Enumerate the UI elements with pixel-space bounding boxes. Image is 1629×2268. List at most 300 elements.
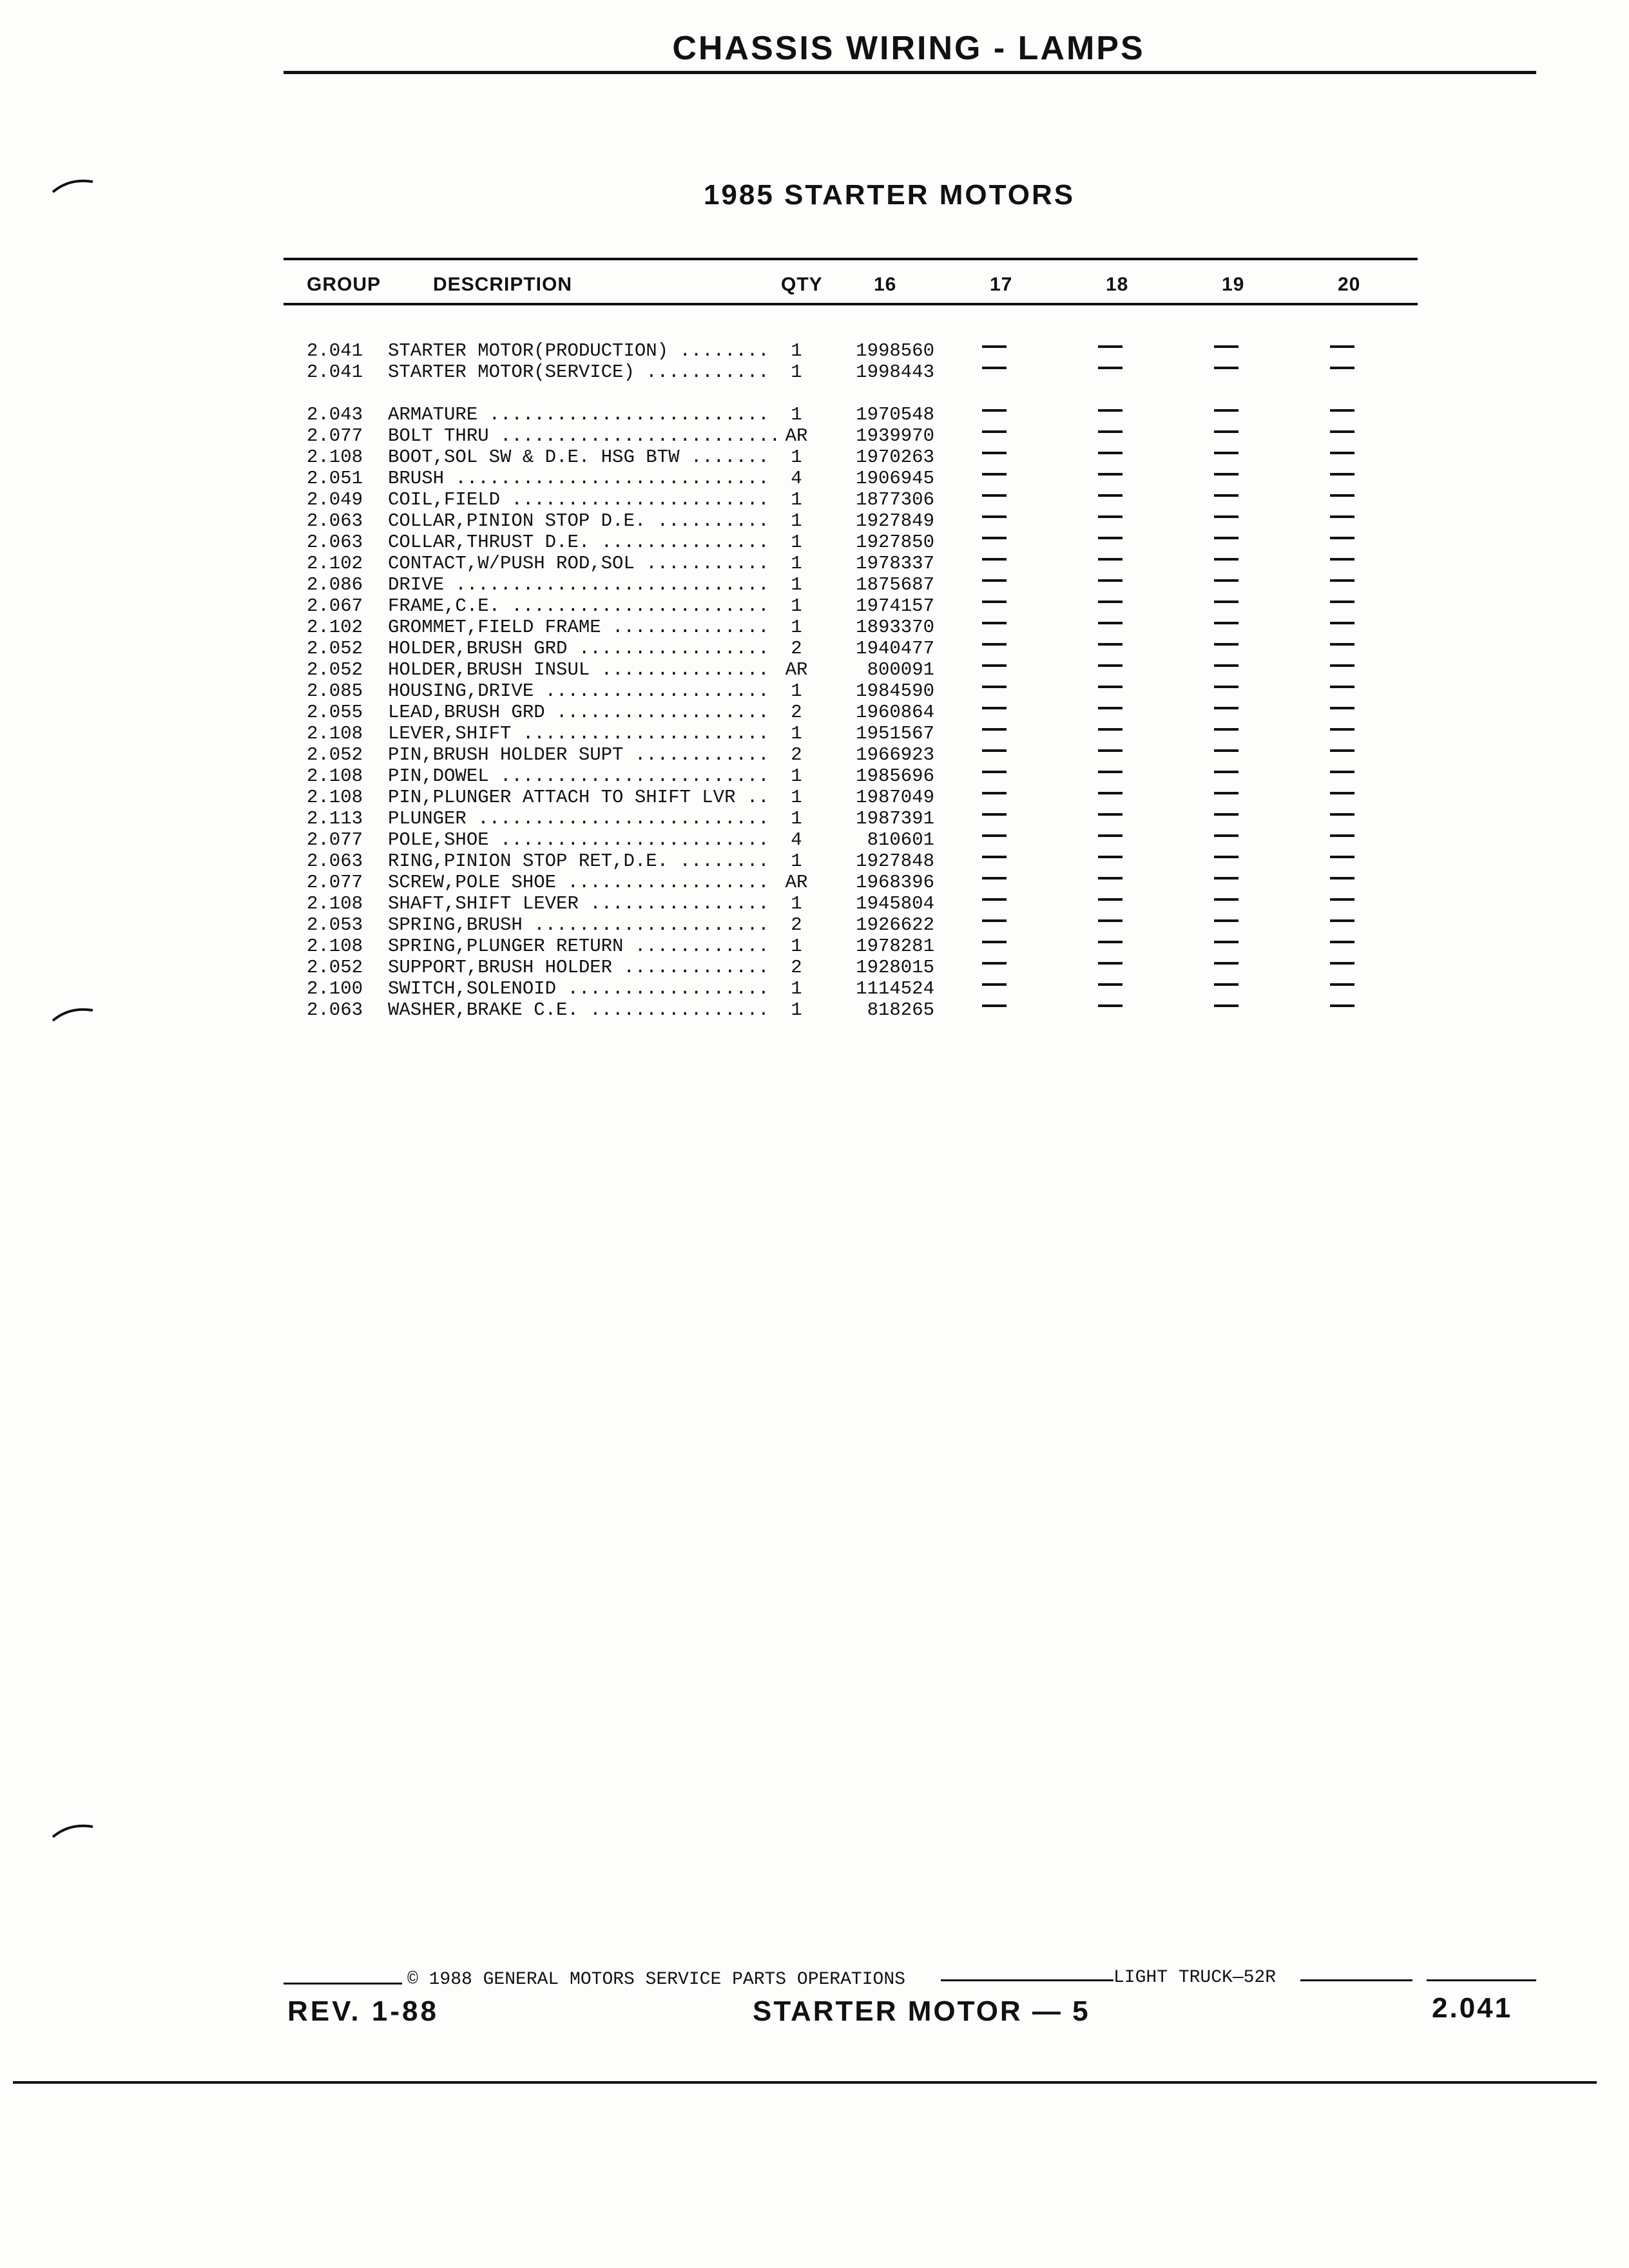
section-title: 1985 STARTER MOTORS <box>703 179 1075 211</box>
cell-part-number: 1968396 <box>856 872 934 893</box>
cell-not-applicable-dash <box>982 702 1007 709</box>
dash-mark <box>982 686 1007 688</box>
dash-mark <box>1098 749 1123 752</box>
dash-mark <box>1098 430 1123 433</box>
cell-not-applicable-dash <box>1214 723 1239 731</box>
dash-mark <box>982 409 1007 412</box>
dash-mark <box>982 749 1007 752</box>
cell-not-applicable-dash <box>1098 808 1123 816</box>
dash-mark <box>1214 749 1239 752</box>
cell-group: 2.063 <box>307 510 363 532</box>
dash-mark <box>1098 345 1123 348</box>
cell-group: 2.102 <box>307 617 363 638</box>
dash-mark <box>1214 430 1239 433</box>
cell-not-applicable-dash <box>1098 872 1123 879</box>
table-row <box>0 723 1629 744</box>
dash-mark <box>982 558 1007 561</box>
table-row <box>0 850 1629 872</box>
dash-mark <box>982 983 1007 986</box>
cell-not-applicable-dash <box>982 723 1007 731</box>
cell-not-applicable-dash <box>1098 680 1123 688</box>
cell-group: 2.108 <box>307 447 363 468</box>
cell-not-applicable-dash <box>1330 532 1354 539</box>
dash-mark <box>1098 601 1123 603</box>
cell-description: CONTACT,W/PUSH ROD,SOL ........... <box>388 553 769 574</box>
dash-mark <box>1098 707 1123 709</box>
cell-not-applicable-dash <box>1214 936 1239 943</box>
footer-product: LIGHT TRUCK—52R <box>1113 1968 1277 1988</box>
table-row <box>0 404 1629 425</box>
table-row <box>0 936 1629 957</box>
cell-not-applicable-dash <box>1098 893 1123 901</box>
cell-not-applicable-dash <box>1330 617 1354 624</box>
cell-not-applicable-dash <box>1098 936 1123 943</box>
dash-mark <box>1330 771 1354 773</box>
cell-description: BRUSH ............................ <box>388 468 769 489</box>
cell-description: COLLAR,PINION STOP D.E. .......... <box>388 510 769 532</box>
table-row <box>0 532 1629 553</box>
cell-not-applicable-dash <box>1330 850 1354 858</box>
dash-mark <box>1214 452 1239 454</box>
cell-group: 2.051 <box>307 468 363 489</box>
dash-mark <box>1098 771 1123 773</box>
cell-qty: AR <box>785 659 808 680</box>
cell-group: 2.086 <box>307 574 363 595</box>
dash-mark <box>1098 877 1123 879</box>
dash-mark <box>1098 983 1123 986</box>
cell-not-applicable-dash <box>982 638 1007 646</box>
cell-description: SWITCH,SOLENOID .................. <box>388 978 769 999</box>
cell-not-applicable-dash <box>1214 510 1239 518</box>
cell-part-number: 1960864 <box>856 702 934 723</box>
dash-mark <box>982 877 1007 879</box>
cell-not-applicable-dash <box>1330 361 1354 369</box>
cell-not-applicable-dash <box>1098 425 1123 433</box>
dash-mark <box>982 919 1007 922</box>
cell-description: FRAME,C.E. ....................... <box>388 595 769 617</box>
dash-mark <box>1098 686 1123 688</box>
cell-not-applicable-dash <box>1330 425 1354 433</box>
cell-not-applicable-dash <box>1214 595 1239 603</box>
cell-not-applicable-dash <box>1330 744 1354 752</box>
dash-mark <box>1214 707 1239 709</box>
cell-not-applicable-dash <box>982 553 1007 561</box>
cell-part-number: 1987049 <box>856 787 934 808</box>
cell-not-applicable-dash <box>1214 425 1239 433</box>
cell-description: WASHER,BRAKE C.E. ................ <box>388 999 769 1021</box>
cell-part-number: 1978337 <box>856 553 934 574</box>
cell-description: GROMMET,FIELD FRAME .............. <box>388 617 769 638</box>
table-row <box>0 744 1629 765</box>
dash-mark <box>1098 834 1123 837</box>
dash-mark <box>1330 622 1354 624</box>
cell-not-applicable-dash <box>982 680 1007 688</box>
cell-description: HOUSING,DRIVE .................... <box>388 680 769 702</box>
cell-not-applicable-dash <box>1330 978 1354 986</box>
dash-mark <box>982 771 1007 773</box>
dash-mark <box>1098 728 1123 731</box>
table-row <box>0 978 1629 999</box>
cell-not-applicable-dash <box>982 489 1007 497</box>
cell-description: PIN,BRUSH HOLDER SUPT ............ <box>388 744 769 765</box>
dash-mark <box>1214 813 1239 816</box>
cell-not-applicable-dash <box>1330 829 1354 837</box>
cell-not-applicable-dash <box>982 872 1007 879</box>
cell-not-applicable-dash <box>1330 914 1354 922</box>
cell-not-applicable-dash <box>1330 893 1354 901</box>
cell-qty: 1 <box>791 680 802 702</box>
cell-group: 2.041 <box>307 340 363 361</box>
dash-mark <box>1214 409 1239 412</box>
cell-not-applicable-dash <box>1330 787 1354 794</box>
cell-part-number: 1985696 <box>856 765 934 787</box>
cell-qty: 1 <box>791 361 802 383</box>
cell-description: SCREW,POLE SHOE .................. <box>388 872 769 893</box>
cell-not-applicable-dash <box>1330 999 1354 1007</box>
cell-part-number: 1951567 <box>856 723 934 744</box>
cell-not-applicable-dash <box>1214 553 1239 561</box>
cell-part-number: 1906945 <box>856 468 934 489</box>
cell-group: 2.053 <box>307 914 363 936</box>
cell-group: 2.063 <box>307 532 363 553</box>
cell-not-applicable-dash <box>1330 638 1354 646</box>
cell-not-applicable-dash <box>1214 999 1239 1007</box>
cell-not-applicable-dash <box>1330 489 1354 497</box>
cell-not-applicable-dash <box>1098 468 1123 476</box>
cell-group: 2.108 <box>307 765 363 787</box>
cell-part-number: 1893370 <box>856 617 934 638</box>
cell-qty: 2 <box>791 957 802 978</box>
cell-not-applicable-dash <box>1214 638 1239 646</box>
dash-mark <box>1330 367 1354 369</box>
cell-part-number: 1927850 <box>856 532 934 553</box>
cell-qty: 2 <box>791 702 802 723</box>
dash-mark <box>982 834 1007 837</box>
dash-mark <box>1214 983 1239 986</box>
cell-not-applicable-dash <box>1214 680 1239 688</box>
table-row <box>0 787 1629 808</box>
cell-not-applicable-dash <box>1098 340 1123 348</box>
dash-mark <box>1214 1004 1239 1007</box>
cell-part-number: 1984590 <box>856 680 934 702</box>
cell-description: STARTER MOTOR(SERVICE) ........... <box>388 361 769 383</box>
cell-not-applicable-dash <box>1330 404 1354 412</box>
dash-mark <box>1214 558 1239 561</box>
dash-mark <box>1214 941 1239 943</box>
table-row <box>0 765 1629 787</box>
cell-description: COIL,FIELD ....................... <box>388 489 769 510</box>
dash-mark <box>1330 601 1354 603</box>
dash-mark <box>1098 941 1123 943</box>
cell-qty: AR <box>785 425 808 447</box>
cell-not-applicable-dash <box>1098 744 1123 752</box>
dash-mark <box>1330 452 1354 454</box>
cell-not-applicable-dash <box>1098 978 1123 986</box>
cell-qty: 1 <box>791 510 802 532</box>
table-row <box>0 595 1629 617</box>
dash-mark <box>1214 919 1239 922</box>
dash-mark <box>1330 962 1354 965</box>
cell-description: LEVER,SHIFT ...................... <box>388 723 769 744</box>
dash-mark <box>1330 728 1354 731</box>
dash-mark <box>1098 367 1123 369</box>
dash-mark <box>1098 409 1123 412</box>
dash-mark <box>1330 409 1354 412</box>
cell-qty: 4 <box>791 829 802 850</box>
cell-description: ARMATURE ......................... <box>388 404 769 425</box>
table-row <box>0 447 1629 468</box>
table-row <box>0 702 1629 723</box>
binder-hole-mark <box>50 1820 95 1840</box>
cell-part-number: 1940477 <box>856 638 934 659</box>
cell-part-number: 1877306 <box>856 489 934 510</box>
dash-mark <box>982 601 1007 603</box>
cell-not-applicable-dash <box>982 340 1007 348</box>
cell-qty: 1 <box>791 489 802 510</box>
cell-not-applicable-dash <box>1098 574 1123 582</box>
dash-mark <box>1098 898 1123 901</box>
cell-not-applicable-dash <box>1214 978 1239 986</box>
dash-mark <box>1330 898 1354 901</box>
dash-mark <box>1098 962 1123 965</box>
dash-mark <box>1098 558 1123 561</box>
dash-mark <box>1214 962 1239 965</box>
dash-mark <box>982 962 1007 965</box>
cell-not-applicable-dash <box>1098 638 1123 646</box>
dash-mark <box>1330 919 1354 922</box>
cell-group: 2.102 <box>307 553 363 574</box>
cell-not-applicable-dash <box>1098 595 1123 603</box>
cell-not-applicable-dash <box>1214 617 1239 624</box>
dash-mark <box>982 537 1007 539</box>
table-row <box>0 680 1629 702</box>
dash-mark <box>982 579 1007 582</box>
cell-not-applicable-dash <box>982 808 1007 816</box>
cell-description: RING,PINION STOP RET,D.E. ........ <box>388 850 769 872</box>
dash-mark <box>1098 1004 1123 1007</box>
dash-mark <box>1214 515 1239 518</box>
dash-mark <box>982 430 1007 433</box>
cell-not-applicable-dash <box>1098 999 1123 1007</box>
cell-not-applicable-dash <box>1330 574 1354 582</box>
dash-mark <box>1098 622 1123 624</box>
table-row <box>0 340 1629 361</box>
table-row <box>0 638 1629 659</box>
dash-mark <box>1214 771 1239 773</box>
cell-not-applicable-dash <box>1214 361 1239 369</box>
cell-group: 2.108 <box>307 893 363 914</box>
cell-not-applicable-dash <box>1214 447 1239 454</box>
cell-qty: 1 <box>791 553 802 574</box>
dash-mark <box>1330 664 1354 667</box>
cell-not-applicable-dash <box>1214 489 1239 497</box>
cell-not-applicable-dash <box>982 957 1007 965</box>
table-row <box>0 957 1629 978</box>
cell-not-applicable-dash <box>982 744 1007 752</box>
cell-part-number: 1939970 <box>856 425 934 447</box>
cell-not-applicable-dash <box>1330 595 1354 603</box>
cell-not-applicable-dash <box>1214 744 1239 752</box>
dash-mark <box>982 664 1007 667</box>
cell-not-applicable-dash <box>1214 829 1239 837</box>
page-title: CHASSIS WIRING - LAMPS <box>672 30 1145 67</box>
cell-part-number: 1966923 <box>856 744 934 765</box>
cell-part-number: 1927849 <box>856 510 934 532</box>
cell-not-applicable-dash <box>1098 914 1123 922</box>
dash-mark <box>982 1004 1007 1007</box>
dash-mark <box>1214 898 1239 901</box>
cell-group: 2.108 <box>307 723 363 744</box>
cell-description: POLE,SHOE ........................ <box>388 829 769 850</box>
cell-not-applicable-dash <box>1098 447 1123 454</box>
cell-group: 2.077 <box>307 872 363 893</box>
dash-mark <box>1098 473 1123 476</box>
footer-section: STARTER MOTOR — 5 <box>753 1995 1090 2027</box>
cell-part-number: 1970263 <box>856 447 934 468</box>
dash-mark <box>1330 515 1354 518</box>
cell-part-number: 1928015 <box>856 957 934 978</box>
dash-mark <box>1214 792 1239 794</box>
cell-qty: 2 <box>791 914 802 936</box>
dash-mark <box>1330 430 1354 433</box>
cell-description: SHAFT,SHIFT LEVER ................ <box>388 893 769 914</box>
cell-not-applicable-dash <box>982 574 1007 582</box>
dash-mark <box>1214 494 1239 497</box>
cell-description: HOLDER,BRUSH INSUL ............... <box>388 659 769 680</box>
footer-rule-left <box>284 1983 402 1984</box>
dash-mark <box>1330 345 1354 348</box>
cell-qty: 1 <box>791 936 802 957</box>
cell-not-applicable-dash <box>1098 510 1123 518</box>
cell-not-applicable-dash <box>1098 659 1123 667</box>
footer-rule-middle-2 <box>1300 1979 1412 1981</box>
cell-not-applicable-dash <box>1214 787 1239 794</box>
dash-mark <box>1098 813 1123 816</box>
cell-not-applicable-dash <box>1214 404 1239 412</box>
dash-mark <box>982 728 1007 731</box>
cell-not-applicable-dash <box>1098 361 1123 369</box>
cell-description: PIN,DOWEL ........................ <box>388 765 769 787</box>
dash-mark <box>1098 856 1123 858</box>
header-rule <box>284 71 1536 74</box>
cell-not-applicable-dash <box>1214 340 1239 348</box>
dash-mark <box>1098 452 1123 454</box>
cell-group: 2.052 <box>307 638 363 659</box>
cell-not-applicable-dash <box>1214 893 1239 901</box>
cell-group: 2.052 <box>307 957 363 978</box>
cell-not-applicable-dash <box>982 999 1007 1007</box>
cell-qty: 2 <box>791 638 802 659</box>
cell-group: 2.055 <box>307 702 363 723</box>
cell-part-number: 1978281 <box>856 936 934 957</box>
column-header-description: DESCRIPTION <box>433 274 573 295</box>
cell-not-applicable-dash <box>1214 957 1239 965</box>
cell-not-applicable-dash <box>1330 447 1354 454</box>
cell-qty: 1 <box>791 787 802 808</box>
dash-mark <box>982 707 1007 709</box>
dash-mark <box>982 515 1007 518</box>
dash-mark <box>1214 367 1239 369</box>
cell-not-applicable-dash <box>1330 340 1354 348</box>
cell-not-applicable-dash <box>1330 808 1354 816</box>
cell-not-applicable-dash <box>1098 723 1123 731</box>
dash-mark <box>1214 643 1239 646</box>
cell-group: 2.043 <box>307 404 363 425</box>
cell-group: 2.077 <box>307 425 363 447</box>
cell-group: 2.049 <box>307 489 363 510</box>
cell-part-number: 1987391 <box>856 808 934 829</box>
cell-qty: 1 <box>791 447 802 468</box>
column-header-16: 16 <box>874 274 897 295</box>
cell-qty: 1 <box>791 723 802 744</box>
dash-mark <box>982 367 1007 369</box>
dash-mark <box>982 813 1007 816</box>
dash-mark <box>982 792 1007 794</box>
dash-mark <box>1214 728 1239 731</box>
table-row <box>0 361 1629 383</box>
footer-rule-right <box>1427 1979 1536 1981</box>
dash-mark <box>1098 537 1123 539</box>
cell-not-applicable-dash <box>1330 468 1354 476</box>
cell-group: 2.067 <box>307 595 363 617</box>
cell-not-applicable-dash <box>982 404 1007 412</box>
cell-not-applicable-dash <box>982 617 1007 624</box>
dash-mark <box>1214 877 1239 879</box>
cell-not-applicable-dash <box>982 361 1007 369</box>
dash-mark <box>1330 1004 1354 1007</box>
dash-mark <box>982 856 1007 858</box>
dash-mark <box>1098 515 1123 518</box>
cell-description: SPRING,BRUSH ..................... <box>388 914 769 936</box>
cell-not-applicable-dash <box>982 510 1007 518</box>
page-bottom-rule <box>13 2081 1597 2084</box>
dash-mark <box>982 643 1007 646</box>
cell-not-applicable-dash <box>982 532 1007 539</box>
cell-qty: 1 <box>791 340 802 361</box>
cell-not-applicable-dash <box>1214 872 1239 879</box>
dash-mark <box>982 898 1007 901</box>
cell-not-applicable-dash <box>982 595 1007 603</box>
cell-not-applicable-dash <box>1098 617 1123 624</box>
cell-qty: 1 <box>791 978 802 999</box>
cell-qty: 2 <box>791 744 802 765</box>
cell-qty: 1 <box>791 765 802 787</box>
table-row <box>0 553 1629 574</box>
dash-mark <box>1330 643 1354 646</box>
cell-part-number: 1974157 <box>856 595 934 617</box>
footer-copyright: © 1988 GENERAL MOTORS SERVICE PARTS OPERATIONS <box>407 1970 905 1990</box>
cell-description: PIN,PLUNGER ATTACH TO SHIFT LVR .. <box>388 787 769 808</box>
cell-description: SUPPORT,BRUSH HOLDER ............. <box>388 957 769 978</box>
table-row <box>0 510 1629 532</box>
dash-mark <box>982 473 1007 476</box>
table-row <box>0 617 1629 638</box>
cell-not-applicable-dash <box>1330 702 1354 709</box>
table-row <box>0 425 1629 447</box>
cell-not-applicable-dash <box>1214 702 1239 709</box>
cell-part-number: 1970548 <box>856 404 934 425</box>
table-row <box>0 914 1629 936</box>
dash-mark <box>982 452 1007 454</box>
column-header-20: 20 <box>1338 274 1361 295</box>
dash-mark <box>1330 749 1354 752</box>
footer-revision: REV. 1-88 <box>287 1995 439 2027</box>
table-row <box>0 574 1629 595</box>
cell-not-applicable-dash <box>1098 957 1123 965</box>
cell-not-applicable-dash <box>982 447 1007 454</box>
dash-mark <box>1330 558 1354 561</box>
dash-mark <box>1330 983 1354 986</box>
